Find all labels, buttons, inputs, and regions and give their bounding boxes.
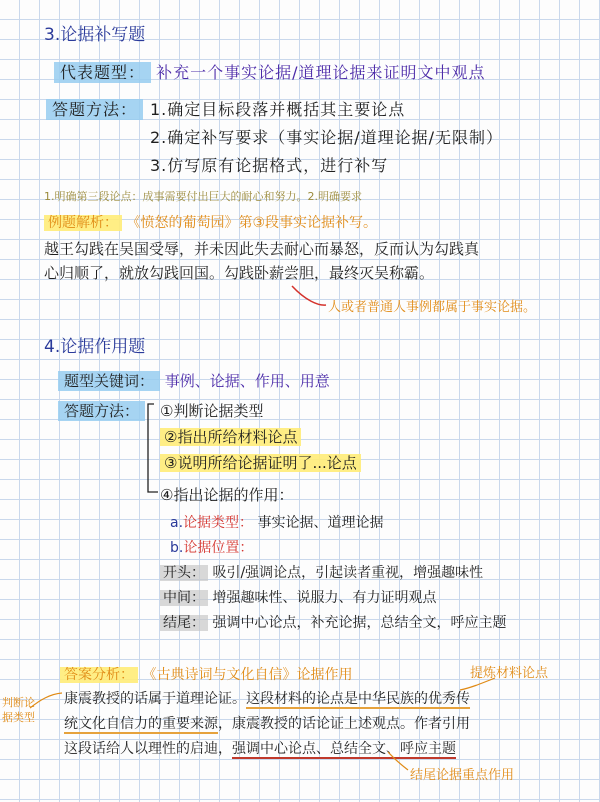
bottom-arrow (388, 752, 408, 770)
step-4-1: ①判断论据类型 (160, 402, 264, 420)
type-text: 补充一个事实论据/道理论据来证明文中观点 (156, 63, 486, 82)
method-label-4: 答题方法： (58, 400, 145, 421)
position-label: 中间： (160, 590, 208, 606)
position-text: 强调中心论点，补充论据，总结全文，呼应主题 (212, 615, 507, 631)
analysis-line-1: 康震教授的话属于道理论证。这段材料的论点是中华民族的优秀传 (64, 691, 470, 707)
section3-note: 1.明确第三段论点：成事需要付出巨大的耐心和努力。2.明确要求 (44, 190, 362, 203)
right-arrow (460, 678, 495, 690)
analysis-line-3: 这段话给人以理性的启迪，强调中心论点、总结全文、呼应主题 (64, 741, 456, 757)
side-note-right: 提炼材料论点 (470, 666, 549, 681)
side-note-left: 判断论 据类型 (2, 696, 35, 724)
position-text: 吸引/强调论点，引起读者重视，增强趣味性 (212, 565, 484, 581)
side-arrow (30, 693, 62, 708)
section3-title: 3.论据补写题 (44, 25, 146, 45)
position-text: 增强趣味性、说服力、有力证明观点 (212, 590, 437, 606)
analysis-label: 答案分析： (60, 667, 138, 683)
analysis-title: 《古典诗词与文化自信》论据作用 (142, 667, 353, 683)
type-label: 代表题型： (54, 62, 151, 83)
sub-a-label: 论据类型： (183, 515, 254, 531)
sub-a-text: 事实论据、道理论据 (257, 515, 384, 531)
bottom-note: 结尾论据重点作用 (410, 768, 515, 783)
keyword-label: 题型关键词： (58, 371, 160, 391)
example-title: 《愤怒的葡萄园》第③段事实论据补写。 (126, 215, 378, 231)
answer-line-1: 越王勾践在吴国受辱，并未因此失去耐心而暴怒，反而认为勾践真 (44, 240, 480, 258)
step-3-2: 2.确定补写要求（事实论据/道理论据/无限制） (150, 128, 504, 147)
method-label-3: 答题方法： (46, 97, 143, 120)
sub-a: a.论据类型： 事实论据、道理论据 (170, 515, 384, 531)
annotation-arrow (292, 286, 326, 305)
section4-title: 4.论据作用题 (44, 337, 146, 357)
position-label: 结尾： (160, 615, 208, 631)
step-4-2: ②指出所给材料论点 (160, 426, 301, 447)
position-label: 开头： (160, 565, 208, 581)
step-3-1: 1.确定目标段落并概括其主要论点 (150, 100, 406, 119)
answer-line-2: 心归顺了，就放勾践回国。勾践卧薪尝胆，最终灭吴称霸。 (44, 264, 435, 282)
annotation-text: 人或者普通人事例都属于事实论据。 (328, 300, 537, 315)
example-label: 例题解析： (44, 215, 122, 231)
step-4-3: ③说明所给论据证明了...论点 (160, 452, 361, 473)
keyword-text: 事例、论据、作用、用意 (164, 372, 330, 390)
step-4-4: ④指出论据的作用： (160, 486, 294, 504)
bracket-line (148, 404, 158, 492)
sub-b: b.论据位置： (170, 540, 254, 556)
analysis-line-2: 统文化自信力的重要来源，康震教授的话论证上述观点。作者引用 (64, 716, 470, 732)
sub-b-label: 论据位置： (183, 540, 254, 556)
step-3-3: 3.仿写原有论据格式，进行补写 (150, 156, 389, 175)
